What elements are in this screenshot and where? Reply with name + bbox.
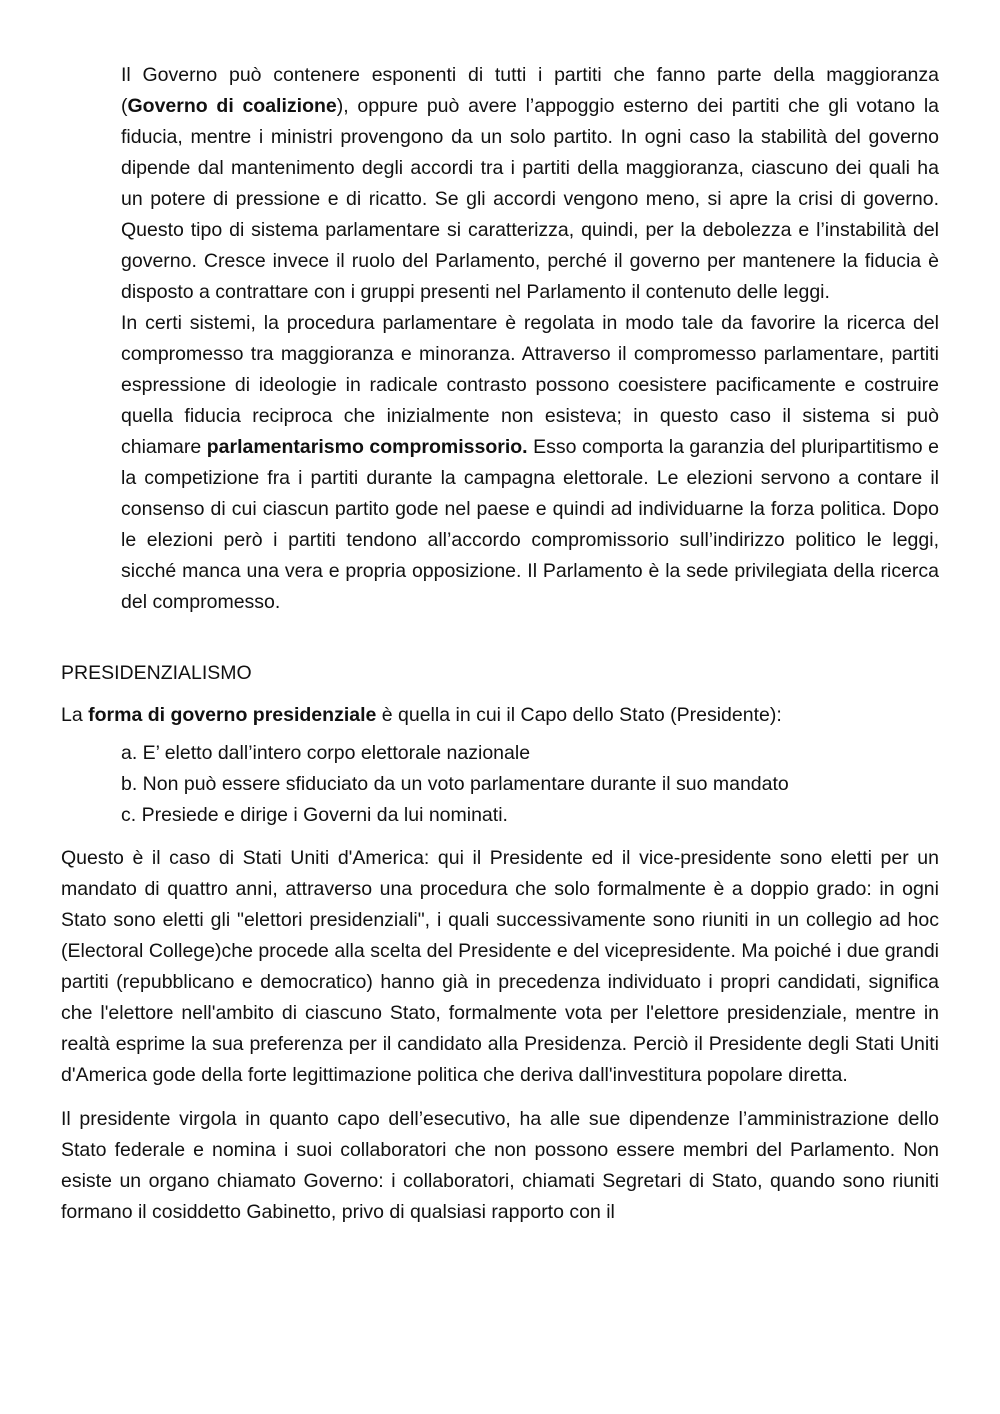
presidential-features-list: [61, 738, 939, 831]
paragraph-coalition-government: Il Governo può contenere esponenti di tutti i partiti che fanno parte della maggioranza (Governo di coalizione), oppure può avere l’appoggio esterno dei partiti che gli votano la fiducia, mentre i ministri provengono da un solo partito. In ogni caso la stabilità del governo dipende dal mantenimento degli accordi tra i partiti della maggioranza, ciascuno dei quali ha un potere di pressione e di ricatto. Se gli accordi vengono meno, si apre la crisi di governo. Questo tipo di sistema parlamentare si caratterizza, quindi, per la debolezza e l’instabilità del governo. Cresce invece il ruolo del Parlamento, perché il governo per mantenere la fiducia è disposto a contrattare con i gruppi presenti nel Parlamento il contenuto delle leggi.: [121, 64, 939, 303]
indented-block: [121, 60, 939, 618]
term-parlamentarismo-compromissorio: parlamentarismo compromissorio.: [206, 436, 528, 458]
section-heading: PRESIDENZIALISMO: [61, 662, 252, 684]
paragraph-united-states: Questo è il caso di Stati Uniti d'America: qui il Presidente ed il vice-presidente sono eletti per un mandato di quattro anni, attraverso una procedura che solo formalmente è a doppio grado: in ogni Stato sono eletti gli "elettori presidenziali", i quali successivamente sono riuniti in un collegio ad hoc (Electoral College)che procede alla scelta del Presidente e del vicepresidente. Ma poiché i due grandi partiti (repubblicano e democratico) hanno già in precedenza individuato i propri candidati, significa che l'elettore nell'ambito di ciascuno Stato, formalmente vota per l'elettore presidenziale, mentre in realtà esprime la sua preferenza per il candidato alla Presidenza. Perciò il Presidente degli Stati Uniti d'America gode della forte legittimazione politica che deriva dall'investitura popolare diretta.: [61, 847, 939, 1086]
term-governo-di-coalizione: Governo di coalizione: [127, 95, 337, 117]
paragraph-presidential-definition: La forma di governo presidenziale è quella in cui il Capo dello Stato (Presidente):: [61, 704, 782, 726]
list-item: a. E’ eletto dall’intero corpo elettorale nazionale: [121, 742, 531, 764]
paragraph-compromise-parliamentarism: In certi sistemi, la procedura parlamentare è regolata in modo tale da favorire la ricerca del compromesso tra maggioranza e minoranza. Attraverso il compromesso parlamentare, partiti espressione di ideologie in radicale contrasto possono coesistere pacificamente e costruire quella fiducia reciproca che inizialmente non esisteva; in questo caso il sistema si può chiamare parlamentarismo compromissorio. Esso comporta la garanzia del pluripartitismo e la competizione fra i partiti durante la campagna elettorale. Le elezioni servono a contare il consenso di cui ciascun partito gode nel paese e quindi ad individuarne la forza politica. Dopo le elezioni però i partiti tendono all’accordo compromissorio sull’indirizzo politico le leggi, sicché manca una vera e propria opposizione. Il Parlamento è la sede privilegiata della ricerca del compromesso.: [121, 312, 939, 613]
list-item: b. Non può essere sfiduciato da un voto parlamentare durante il suo mandato: [121, 773, 789, 795]
term-forma-di-governo-presidenziale: forma di governo presidenziale: [88, 704, 377, 726]
list-item: c. Presiede e dirige i Governi da lui nominati.: [121, 804, 508, 826]
paragraph-president-executive: Il presidente virgola in quanto capo dell’esecutivo, ha alle sue dipendenze l’amministrazione dello Stato federale e nomina i suoi collaboratori che non possono essere membri del Parlamento. Non esiste un organo chiamato Governo: i collaboratori, chiamati Segretari di Stato, quando sono riuniti formano il cosiddetto Gabinetto, privo di qualsiasi rapporto con il: [61, 1108, 939, 1223]
